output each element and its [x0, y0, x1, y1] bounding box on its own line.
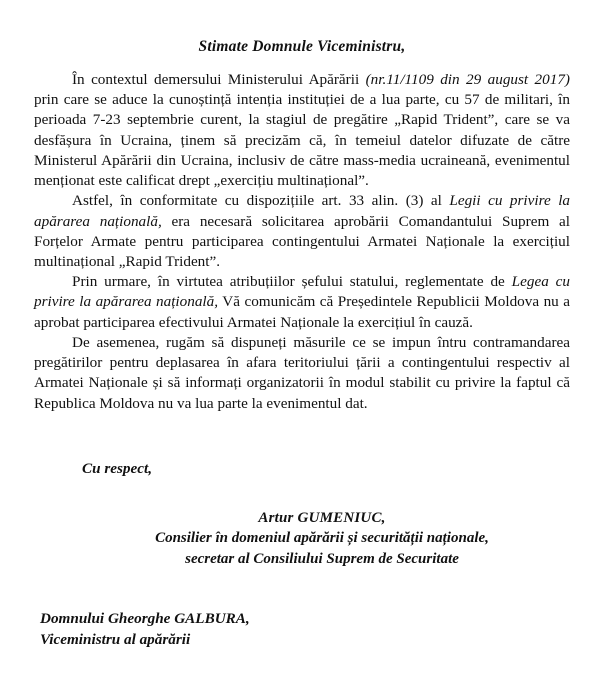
paragraph-3-run-3: Vă comunicăm că Președintele Republicii Moldova nu a aprobat participarea efectivului Armatei Naționale la exercițiul în cauză. [34, 293, 570, 331]
paragraph-3-run-1: Prin urmare, în virtutea atribuțiilor șefului statului, reglementate de [72, 273, 512, 291]
addressee-block [40, 609, 250, 651]
signature-name: Artur GUMENIUC, [258, 509, 386, 526]
paragraph-3-run-2: Legea cu privire la apărarea națională, [34, 273, 570, 311]
paragraph-3 [34, 272, 570, 333]
paragraph-2-run-2: Legii cu privire la apărarea națională, [34, 192, 571, 230]
paragraph-4-run-1: De asemenea, rugăm să dispuneți măsurile ce se impun întru contramandarea pregătirilor pentru deplasarea în afara teritoriului țării a contingentului respectiv al Armatei Naționale și să informați organizatorii în modul stabilit cu privire la faptul că Republica Moldova nu va lua parte la evenimentul dat. [34, 333, 570, 412]
signature-block [34, 508, 570, 570]
paragraph-1 [34, 70, 570, 191]
paragraph-2 [34, 191, 570, 272]
closing-line: Cu respect, [82, 459, 153, 477]
addressee-position: Viceministru al apărării [40, 631, 191, 649]
paragraph-2-run-1: Astfel, în conformitate cu dispozițiile art. 33 alin. (3) al [72, 192, 450, 210]
paragraph-1-run-1: În contextul demersului Ministerului Apărării [72, 71, 366, 88]
paragraph-1-run-3: prin care se aduce la cunoștință intenția instituției de a lua parte, cu 57 de militari, în perioada 7-23 septembrie curent, la stagiul de pregătire „Rapid Trident”, care se va desfășura în Ucraina, ținem să precizăm că, în temeiul datelor difuzate de către Ministerul Apărării din Ucraina, inclusiv de către mass-media ucraineană, evenimentul menționat este calificat drept „exercițiu multinațional”. [34, 91, 570, 190]
salutation: Stimate Domnule Viceministru, [198, 38, 406, 55]
signature-title-line-1: Consilier în domeniul apărării și securității naționale, [155, 530, 489, 547]
paragraph-4 [34, 333, 570, 414]
document-body [34, 70, 570, 414]
paragraph-1-run-2: (nr.11/1109 din 29 august 2017) [365, 71, 570, 88]
paragraph-2-run-3: era necesară solicitarea aprobării Comandantului Suprem al Forțelor Armate pentru participarea contingentului Armatei Naționale la exercițiul multinațional „Rapid Trident”. [34, 212, 570, 270]
signature-title-line-2: secretar al Consiliului Suprem de Securitate [185, 551, 459, 568]
addressee-name: Domnului Gheorghe GALBURA, [40, 610, 250, 628]
